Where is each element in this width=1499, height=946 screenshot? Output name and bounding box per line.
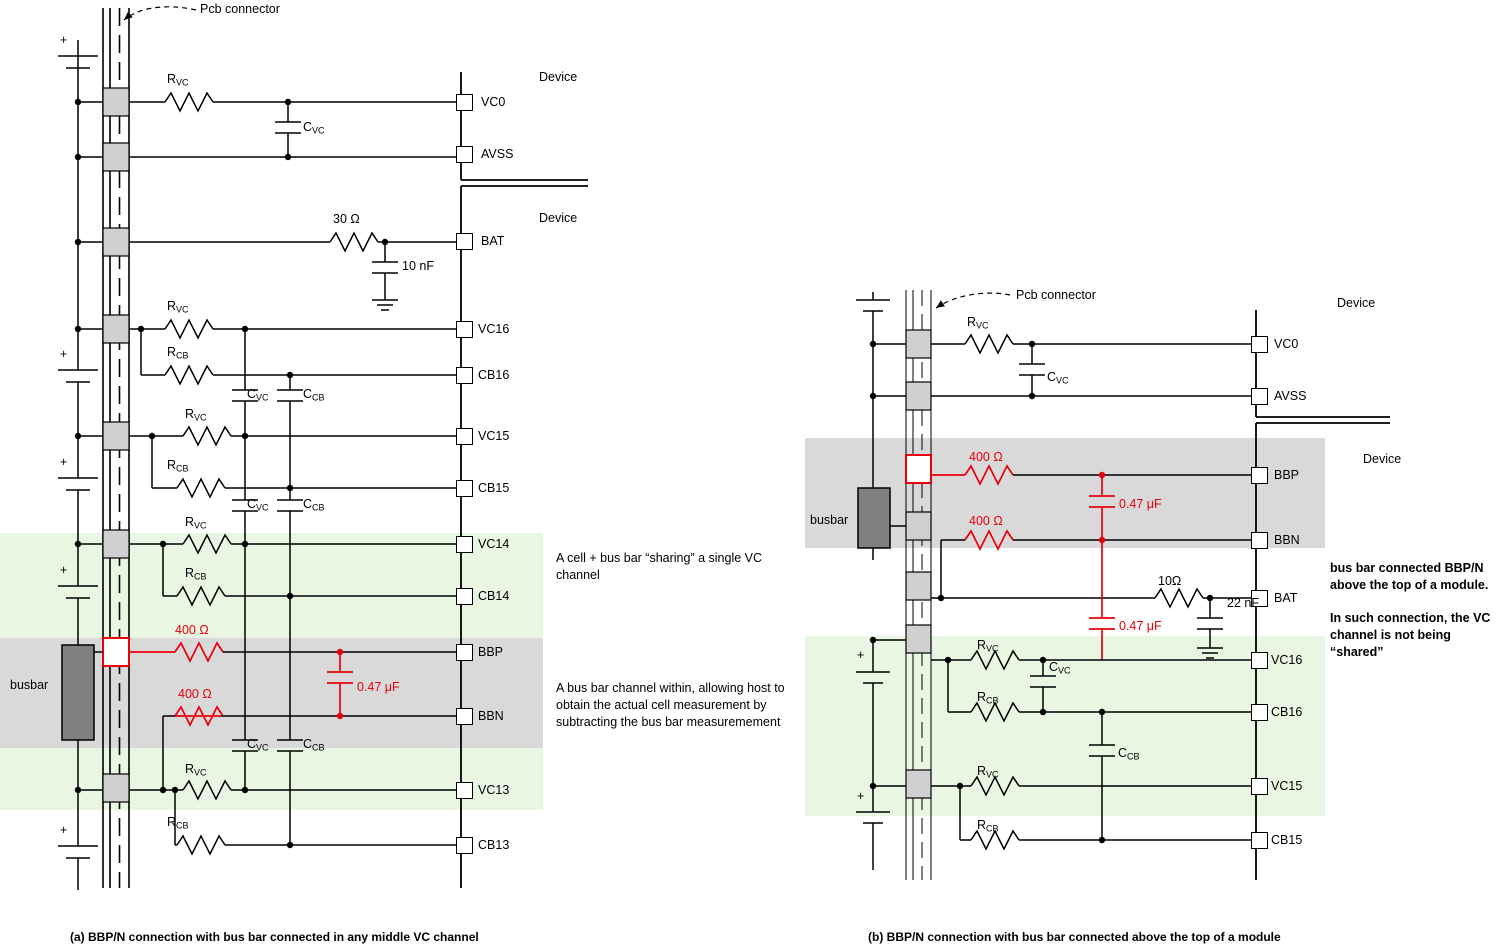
bb-cap-label-a: 0.47 μF	[357, 680, 400, 694]
note-a-1: A cell + bus bar “sharing” a single VC channel	[556, 551, 763, 582]
caption-b: (b) BBP/N connection with bus bar connected above the top of a module	[868, 930, 1281, 944]
pin-avss-b	[1251, 388, 1268, 405]
bb-cap-bottom-label-b: 0.47 μF	[1119, 619, 1162, 633]
rcb-label-b2: $R_{CB}$	[977, 690, 999, 706]
note-b-2: In such connection, the VC channel is not being “shared”	[1330, 611, 1491, 659]
pin-label-avss-a: AVSS	[481, 147, 514, 161]
pin-bbn-b	[1251, 532, 1268, 549]
rcb-label-b3: $R_{CB}$	[977, 818, 999, 834]
pin-label-vc16-a: VC16	[478, 322, 510, 336]
ccb-label-a2: $C_{CB}$	[303, 387, 325, 403]
pin-label-vc0-b: VC0	[1274, 337, 1299, 351]
bbp-resistor-label-b: 400 Ω	[969, 450, 1003, 464]
pin-bbn-a	[456, 708, 473, 725]
cell-plus-a3: +	[60, 455, 68, 469]
pin-label-cb14-a: CB14	[478, 589, 510, 603]
note-a-2: A bus bar channel within, allowing host to obtain the actual cell measurement by subtracting the bus bar measuremement	[556, 681, 785, 729]
bat-cap-label-a: 10 nF	[402, 259, 434, 273]
ccb-label-a3: $C_{CB}$	[303, 497, 325, 513]
cvc-label-b1: $C_{VC}$	[1047, 370, 1069, 386]
pin-label-bbp-a: BBP	[478, 645, 504, 659]
pin-label-bbn-b: BBN	[1274, 533, 1300, 547]
device-label-a2: Device	[539, 211, 578, 225]
cell-plus-b2: +	[857, 789, 865, 803]
bat-cap-label-b: 22 nF	[1227, 596, 1259, 610]
bbn-resistor-label-b: 400 Ω	[969, 514, 1003, 528]
pin-cb16-a	[456, 367, 473, 384]
ccb-label-b2: $C_{CB}$	[1118, 746, 1140, 762]
rcb-label-a4: $R_{CB}$	[185, 566, 207, 582]
pin-label-vc13-a: VC13	[478, 783, 510, 797]
bb-cap-top-label-b: 0.47 μF	[1119, 497, 1162, 511]
pin-label-cb15-b: CB15	[1271, 833, 1303, 847]
pin-label-cb13-a: CB13	[478, 838, 510, 852]
pin-label-bat-b: BAT	[1274, 591, 1298, 605]
pin-cb15-b	[1251, 832, 1268, 849]
rvc-label-b1: $R_{VC}$	[967, 315, 989, 331]
pin-vc16-b	[1251, 652, 1268, 669]
rvc-label-a3: $R_{VC}$	[185, 407, 207, 423]
pin-vc14-a	[456, 536, 473, 553]
rvc-label-b3: $R_{VC}$	[977, 764, 999, 780]
pin-label-vc16-b: VC16	[1271, 653, 1303, 667]
cell-plus-a4: +	[60, 563, 68, 577]
device-label-a1: Device	[539, 70, 578, 84]
pin-cb13-a	[456, 837, 473, 854]
pin-vc13-a	[456, 782, 473, 799]
pin-vc0-b	[1251, 336, 1268, 353]
pin-bat-a	[456, 233, 473, 250]
cell-plus-b1: +	[857, 648, 865, 662]
rvc-label-a1: $R_{VC}$	[167, 72, 189, 88]
pin-vc15-a	[456, 428, 473, 445]
busbar-label-b: busbar	[810, 513, 849, 527]
bat-resistor-label-b: 10Ω	[1158, 574, 1182, 588]
pcb-connector-label-a: Pcb connector	[200, 2, 280, 16]
pin-vc15-b	[1251, 778, 1268, 795]
rcb-label-a3: $R_{CB}$	[167, 458, 189, 474]
pin-vc16-a	[456, 321, 473, 338]
rvc-label-a4: $R_{VC}$	[185, 515, 207, 531]
cell-plus-a1: +	[60, 33, 68, 47]
pin-label-bbp-b: BBP	[1274, 468, 1300, 482]
cvc-label-a1: $C_{VC}$	[303, 120, 325, 136]
cell-plus-a2: +	[60, 347, 68, 361]
pin-label-vc14-a: VC14	[478, 537, 510, 551]
rvc-label-a5: $R_{VC}$	[185, 762, 207, 778]
pin-label-vc0-a: VC0	[481, 95, 506, 109]
pin-label-cb16-a: CB16	[478, 368, 510, 382]
pin-label-vc15-a: VC15	[478, 429, 510, 443]
device-label-b2: Device	[1363, 452, 1402, 466]
ccb-label-a4: $C_{CB}$	[303, 737, 325, 753]
pin-bbp-b	[1251, 467, 1268, 484]
cvc-label-a2: $C_{VC}$	[247, 387, 269, 403]
cvc-label-a3: $C_{VC}$	[247, 497, 269, 513]
device-label-b1: Device	[1337, 296, 1376, 310]
pin-label-bat-a: BAT	[481, 234, 505, 248]
pin-label-bbn-a: BBN	[478, 709, 504, 723]
pin-label-cb15-a: CB15	[478, 481, 510, 495]
bbp-resistor-label-a: 400 Ω	[175, 623, 209, 637]
pin-vc0-a	[456, 94, 473, 111]
pcb-connector-label-b: Pcb connector	[1016, 288, 1096, 302]
pin-avss-a	[456, 146, 473, 163]
note-b-1: bus bar connected BBP/N above the top of a module.	[1330, 561, 1489, 592]
pin-label-vc15-b: VC15	[1271, 779, 1303, 793]
pin-cb16-b	[1251, 704, 1268, 721]
pin-label-cb16-b: CB16	[1271, 705, 1303, 719]
cvc-label-a4: $C_{VC}$	[247, 737, 269, 753]
bbn-resistor-label-a: 400 Ω	[178, 687, 212, 701]
bat-resistor-label-a: 30 Ω	[333, 212, 360, 226]
pin-cb14-a	[456, 588, 473, 605]
pin-cb15-a	[456, 480, 473, 497]
rvc-label-b2: $R_{VC}$	[977, 638, 999, 654]
caption-a: (a) BBP/N connection with bus bar connected in any middle VC channel	[70, 930, 479, 944]
rvc-label-a2: $R_{VC}$	[167, 299, 189, 315]
pin-label-avss-b: AVSS	[1274, 389, 1307, 403]
cell-plus-a5: +	[60, 823, 68, 837]
busbar-label-a: busbar	[10, 678, 49, 692]
pin-bbp-a	[456, 644, 473, 661]
rcb-label-a5: $R_{CB}$	[167, 815, 189, 831]
rcb-label-a2: $R_{CB}$	[167, 345, 189, 361]
cvc-label-b2: $C_{VC}$	[1049, 660, 1071, 676]
